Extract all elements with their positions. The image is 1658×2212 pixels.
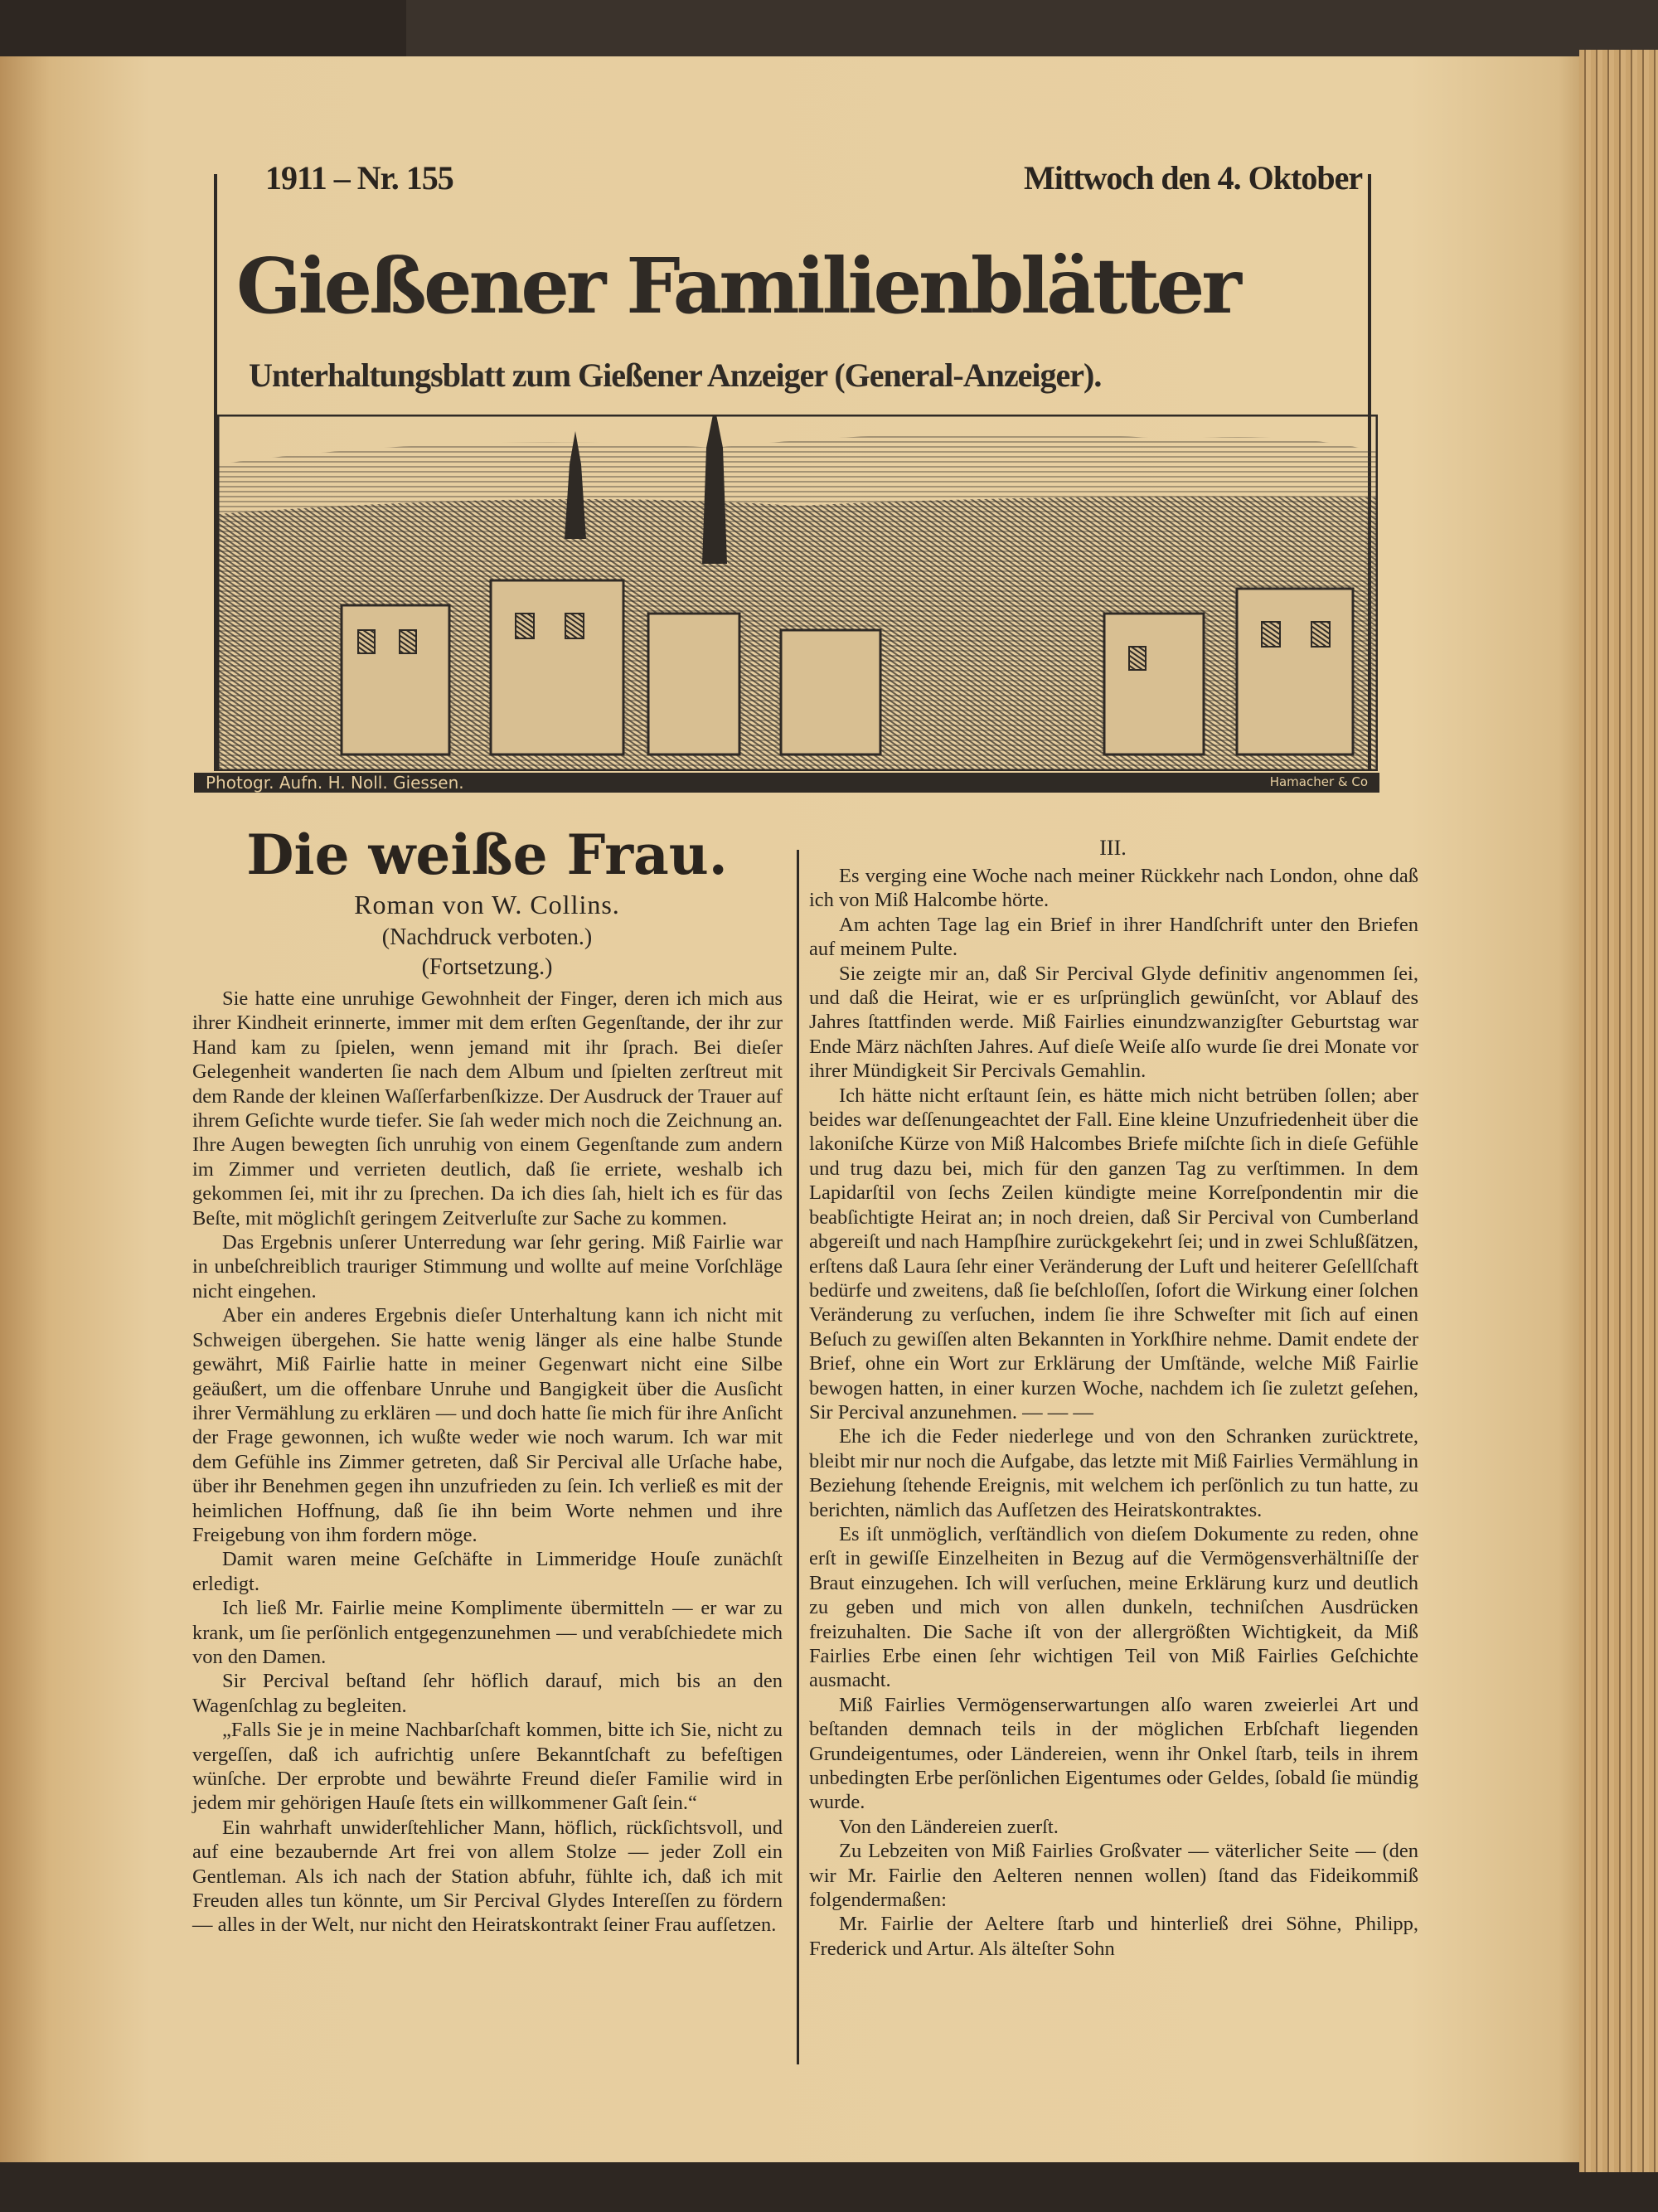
- paragraph: Damit waren meine Geſchäfte in Limmeridge Houſe zunächſt erledigt.: [192, 1548, 783, 1595]
- paragraph: Zu Lebzeiten von Miß Fairlies Großvater — väterlicher Seite — (den wir Mr. Fairlie den Aelteren nennen wollen) ſtand das Fideikommiß folgendermaßen:: [809, 1840, 1418, 1912]
- paragraph: Es iſt unmöglich, verſtändlich von dieſem Dokumente zu reden, ohne erſt in gewiſſe Einzelheiten in Bezug auf die Vermögensverhältniſſe der Braut einzugehen. Ich will verſuchen, meine Erklärung kurz und deutlich zu geben und mich von allen dunkeln, techniſchen Ausdrücken freizuhalten. Die Sache iſt von der allergrößten Wichtigkeit, da Miß Fairlies Erbe einen ſehr wichtigen Teil von Miß Fairlies Geſchichte ausmacht.: [809, 1522, 1418, 1692]
- engraver-signature: Hamacher & Co: [1269, 774, 1368, 789]
- caption-bar: [194, 773, 1379, 793]
- book-page-edges: [1579, 50, 1658, 2172]
- article-byline: Roman von W. Collins.: [354, 890, 620, 919]
- paragraph: „Falls Sie je in meine Nachbarſchaft kommen, bitte ich Sie, nicht zu vergeſſen, daß ich aufrichtig unſere Bekanntſchaft zu befeſtigen wünſche. Der erprobte und bewährte Freund dieſer Familie wird in jedem mir gehörigen Hauſe ſtets ein willkommener Gaſt ſein.“: [192, 1719, 783, 1815]
- paragraph: Ehe ich die Feder niederlege und von den Schranken zurücktrete, bleibt mir nur noch die Aufgabe, das letzte mit Miß Fairlies Vermählung in Beziehung ſtehende Ereignis, mit welchem ich perſönlich zu tun hatte, zu berichten, nämlich das Aufſetzen des Heiratskontraktes.: [809, 1425, 1418, 1521]
- paragraph: Sie zeigte mir an, daß Sir Percival Glyde definitiv angenommen ſei, und daß die Heirat, wie er es urſprünglich gewünſcht, vor Ablauf des Jahres ſtattfinden werde. Miß Fairlies einundzwanzigſter Geburtstag war Ende März nächſten Jahres. Auf dieſe Weiſe alſo wurde ſie drei Monate vor ihrer Mündigkeit Sir Percivals Gemahlin.: [809, 962, 1418, 1083]
- town-panorama-illustration: [217, 415, 1378, 771]
- masthead-subtitle: Unterhaltungsblatt zum Gießener Anzeiger (General-Anzeiger).: [249, 357, 1102, 394]
- paragraph: Am achten Tage lag ein Brief in ihrer Handſchrift unter den Briefen auf meinem Pulte.: [809, 913, 1418, 961]
- article-title: Die weiße Frau.: [246, 822, 728, 887]
- photo-credit: Photogr. Aufn. H. Noll. Giessen.: [206, 773, 464, 793]
- chapter-number: III.: [1099, 836, 1127, 860]
- masthead-title: Gießener Familienblätter: [236, 241, 1239, 331]
- paragraph: Sie hatte eine unruhige Gewohnheit der Finger, deren ich mich aus ihrer Kindheit erinnerte, immer mit dem erſten Gegenſtande, der ihr zur Hand kam zu ſpielen, wenn jemand mit ihr ſprach. Bei dieſer Gelegenheit wanderten ſie nach dem Album und ſpielten zerſtreut mit dem Rande der kleinen Waſſerfarbenſkizze. Der Ausdruck der Trauer auf ihrem Geſichte wurde tiefer. Sie ſah weder mich noch die Zeichnung an. Ihre Augen bewegten ſich unruhig von einem Gegenſtande zum andern im Zimmer und verrieten deutlich, daß ſie erriete, weshalb ich gekommen ſei, mit ihr zu ſprechen. Da ich dies ſah, hielt ich es für das Beſte, mit möglichſt geringem Zeitverluſte zur Sache zu kommen.: [192, 987, 783, 1230]
- issue-date: Mittwoch den 4. Oktober: [1024, 159, 1363, 196]
- paragraph: Das Ergebnis unſerer Unterredung war ſehr gering. Miß Fairlie war in unbeſchreiblich trauriger Stimmung und wollte auf meine Vorſchläge nicht eingehen.: [192, 1231, 783, 1302]
- left-column-text: [192, 987, 783, 1938]
- column-divider: [797, 850, 799, 2064]
- paragraph: Sir Percival beſtand ſehr höflich darauf, mich bis an den Wagenſchlag zu begleiten.: [192, 1670, 783, 1717]
- paragraph: Ich ließ Mr. Fairlie meine Komplimente übermitteln — er war zu krank, um ſie perſönlich entgegenzunehmen — und verabſchiedete mich von den Damen.: [192, 1597, 783, 1668]
- paragraph: Von den Ländereien zuerſt.: [839, 1815, 1059, 1838]
- church-spire: [702, 415, 727, 564]
- continuation-note: (Fortsetzung.): [421, 954, 553, 980]
- paragraph: Mr. Fairlie der Aeltere ſtarb und hinterließ drei Söhne, Philipp, Frederick und Artur. Als älteſter Sohn: [809, 1913, 1418, 1960]
- reprint-notice: (Nachdruck verboten.): [381, 924, 593, 950]
- scan-background: [406, 0, 1658, 62]
- paragraph: Aber ein anderes Ergebnis dieſer Unterhaltung kann ich nicht mit Schweigen übergehen. Sie hatte wenig länger als eine halbe Stunde gewährt, Miß Fairlie hatte in meiner Gegenwart nicht eine Silbe geäußert, um die offenbare Unruhe und Bangigkeit über die Ausſicht ihrer Vermählung zu erklären — und doch hatte ſie mich für ihre Anſicht der Frage gewonnen, ich wußte weder wie noch warum. Ich war mit dem Gefühle ins Zimmer getreten, daß Sir Percival alle Urſache habe, über ihr Benehmen gegen ihn unzufrieden zu ſein. Ich verließ es mit der heimlichen Hoffnung, daß ſie ihn beim Worte nehmen und ihre Freigebung von ihm fordern möge.: [192, 1304, 783, 1546]
- right-column-text: [809, 864, 1418, 1961]
- paragraph: Es verging eine Woche nach meiner Rückkehr nach London, ohne daß ich von Miß Halcombe hörte.: [809, 865, 1418, 912]
- paragraph: Miß Fairlies Vermögenserwartungen alſo waren zweierlei Art und beſtanden demnach teils in der möglichen Erbſchaft liegenden Grundeigentumes, oder Ländereien, wenn ihr Onkel ſtarb, teils in ihrem unbedingten Erbe perſönlichen Eigentumes oder Geldes, ſobald ſie mündig wurde.: [809, 1693, 1418, 1814]
- paragraph: Ich hätte nicht erſtaunt ſein, es hätte mich nicht betrüben ſollen; aber beides war deſſenungeachtet der Fall. Eine kleine Unzufriedenheit über die lakoniſche Kürze von Miß Halcombes Briefe miſchte ſich in dieſe Gefühle und trug dazu bei, mich für den ganzen Tag zu verſtimmen. In dem Lapidarſtil von ſechs Zeilen kündigte meine Korreſpondentin mir die beabſichtigte Heirat an; in noch dreien, daß Sir Percival von Cumberland abgereiſt und nach Hampſhire zurückgekehrt ſei; und in zwei Schlußſätzen, erſtens daß Laura ſehr einer Veränderung der Luft und heiterer Geſellſchaft bedürfe und zweitens, daß ſie beſchloſſen, ſofort die Wirkung einer ſolchen Veränderung zu verſuchen, indem ſie ihre Schweſter mit ſich auf einen Beſuch zu gewiſſen alten Bekannten in Yorkſhire nehme. Damit endete der Brief, ohne ein Wort zur Erklärung der Umſtände, welche Miß Fairlie bewogen hatten, in einer kurzen Woche, nachdem ich ſie zuletzt geſehen, Sir Percival anzunehmen. — — —: [809, 1084, 1418, 1424]
- paragraph: Ein wahrhaft unwiderſtehlicher Mann, höflich, rückſichtsvoll, und auf eine bezaubernde Art frei von allem Stolze — jeder Zoll ein Gentleman. Als ich nach der Station abfuhr, fühlte ich, daß ich mit Freuden alles tun könnte, um Sir Percival Glydes Intereſſen zu fördern — alles in der Welt, nur nicht den Heiratskontrakt ſeiner Frau aufſetzen.: [192, 1816, 783, 1937]
- issue-number: 1911 – Nr. 155: [265, 159, 453, 196]
